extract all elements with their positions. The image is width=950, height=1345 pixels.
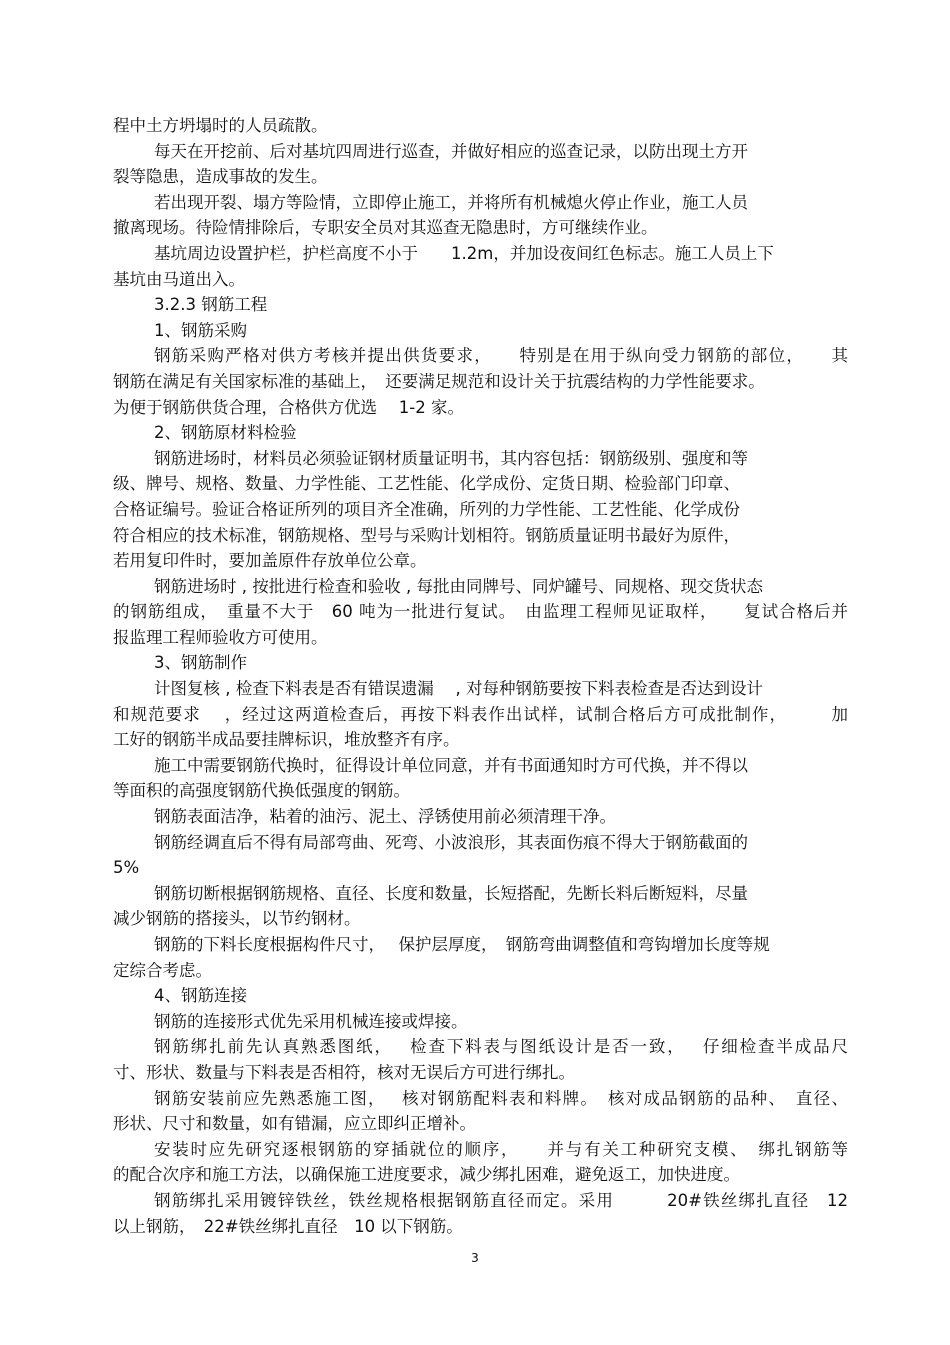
text-line: 形状、尺寸和数量，如有错漏，应立即纠正增补。	[113, 1114, 476, 1134]
text-line: 的配合次序和施工方法，以确保施工进度要求，减少绑扎困难，避免返工，加快进度。	[113, 1165, 740, 1185]
text-line: 和规范要求 ，经过这两道检查后，再按下料表作出试样，试制合格后方可成批制作， 加	[113, 704, 848, 724]
text-line: 钢筋绑扎采用镀锌铁丝，铁丝规格根据钢筋直径而定。采用 20#铁丝绑扎直径 12	[154, 1190, 848, 1210]
text-line: 钢筋经调直后不得有局部弯曲、死弯、小波浪形，其表面伤痕不得大于钢筋截面的	[154, 832, 748, 852]
page-number: 3	[471, 1251, 479, 1265]
text-line: 报监理工程师验收方可使用。	[113, 627, 328, 647]
document-body	[113, 113, 848, 1239]
text-line: 安装时应先研究逐根钢筋的穿插就位的顺序， 并与有关工种研究支模、 绑扎钢筋等	[154, 1139, 848, 1159]
text-line: 钢筋的连接形式优先采用机械连接或焊接。	[154, 1011, 468, 1031]
text-line: 钢筋的下料长度根据构件尺寸， 保护层厚度， 钢筋弯曲调整值和弯钩增加长度等规	[154, 935, 770, 954]
text-line: 合格证编号。验证合格证所列的项目齐全准确，所列的力学性能、工艺性能、化学成份	[113, 499, 740, 519]
text-line: 若出现开裂、塌方等险情，立即停止施工，并将所有机械熄火停止作业，施工人员	[154, 192, 748, 212]
text-line: 以上钢筋， 22#铁丝绑扎直径 10 以下钢筋。	[113, 1216, 463, 1236]
text-line: 的钢筋组成， 重量不大于 60 吨为一批进行复试。 由监理工程师见证取样， 复试合格后并	[113, 602, 848, 622]
text-line: 2、钢筋原材料检验	[154, 423, 297, 443]
text-line: 计图复核 , 检查下料表是否有错误遗漏 , 对每种钢筋要按下料表检查是否达到设计	[154, 679, 763, 699]
text-line: 3.2.3 钢筋工程	[154, 295, 268, 315]
text-line: 若用复印件时，要加盖原件存放单位公章。	[113, 551, 427, 571]
text-line: 4、钢筋连接	[154, 986, 247, 1006]
text-line: 为便于钢筋供货合理，合格供方优选 1-2 家。	[113, 397, 464, 417]
text-line: 级、牌号、规格、数量、力学性能、工艺性能、化学成份、定货日期、检验部门印章、	[113, 474, 740, 494]
text-line: 施工中需要钢筋代换时，征得设计单位同意，并有书面通知时方可代换，并不得以	[154, 755, 748, 775]
text-line: 符合相应的技术标准，钢筋规格、型号与采购计划相符。钢筋质量证明书最好为原件，	[113, 525, 740, 545]
text-line: 钢筋绑扎前先认真熟悉图纸， 检查下料表与图纸设计是否一致， 仔细检查半成品尺	[154, 1037, 848, 1057]
text-line: 钢筋采购严格对供方考核并提出供货要求， 特别是在用于纵向受力钢筋的部位， 其	[154, 346, 848, 366]
text-line: 钢筋表面洁净，粘着的油污、泥土、浮锈使用前必须清理干净。	[154, 807, 616, 827]
text-line: 钢筋进场时，材料员必须验证钢材质量证明书，其内容包括：钢筋级别、强度和等	[154, 448, 748, 468]
text-line: 程中土方坍塌时的人员疏散。	[113, 116, 328, 135]
text-line: 等面积的高强度钢筋代换低强度的钢筋。	[113, 781, 410, 801]
text-line: 钢筋切断根据钢筋规格、直径、长度和数量，长短搭配，先断长料后断短料，尽量	[154, 883, 748, 903]
text-line: 基坑由马道出入。	[113, 269, 245, 289]
text-line: 减少钢筋的搭接头，以节约钢材。	[113, 909, 361, 929]
text-line: 裂等隐患，造成事故的发生。	[113, 167, 328, 187]
text-line: 5%	[113, 858, 140, 878]
text-line: 钢筋在满足有关国家标准的基础上， 还要满足规范和设计关于抗震结构的力学性能要求。	[113, 371, 765, 391]
text-line: 1、钢筋采购	[154, 320, 247, 340]
text-line: 每天在开挖前、后对基坑四周进行巡查，并做好相应的巡查记录，以防出现土方开	[154, 141, 748, 161]
text-line: 寸、形状、数量与下料表是否相符，核对无误后方可进行绑扎。	[113, 1062, 575, 1082]
text-line: 钢筋进场时 , 按批进行检查和验收 , 每批由同牌号、同炉罐号、同规格、现交货状态	[154, 576, 763, 596]
text-line: 撤离现场。待险情排除后，专职安全员对其巡查无隐患时，方可继续作业。	[113, 218, 658, 238]
text-line: 工好的钢筋半成品要挂牌标识，堆放整齐有序。	[113, 730, 460, 750]
text-line: 钢筋安装前应先熟悉施工图， 核对钢筋配料表和料牌。 核对成品钢筋的品种、 直径、	[154, 1088, 848, 1108]
text-line: 定综合考虑。	[113, 960, 212, 980]
text-line: 3、钢筋制作	[154, 653, 247, 673]
text-line: 基坑周边设置护栏，护栏高度不小于 1.2m，并加设夜间红色标志。施工人员上下	[154, 243, 774, 263]
